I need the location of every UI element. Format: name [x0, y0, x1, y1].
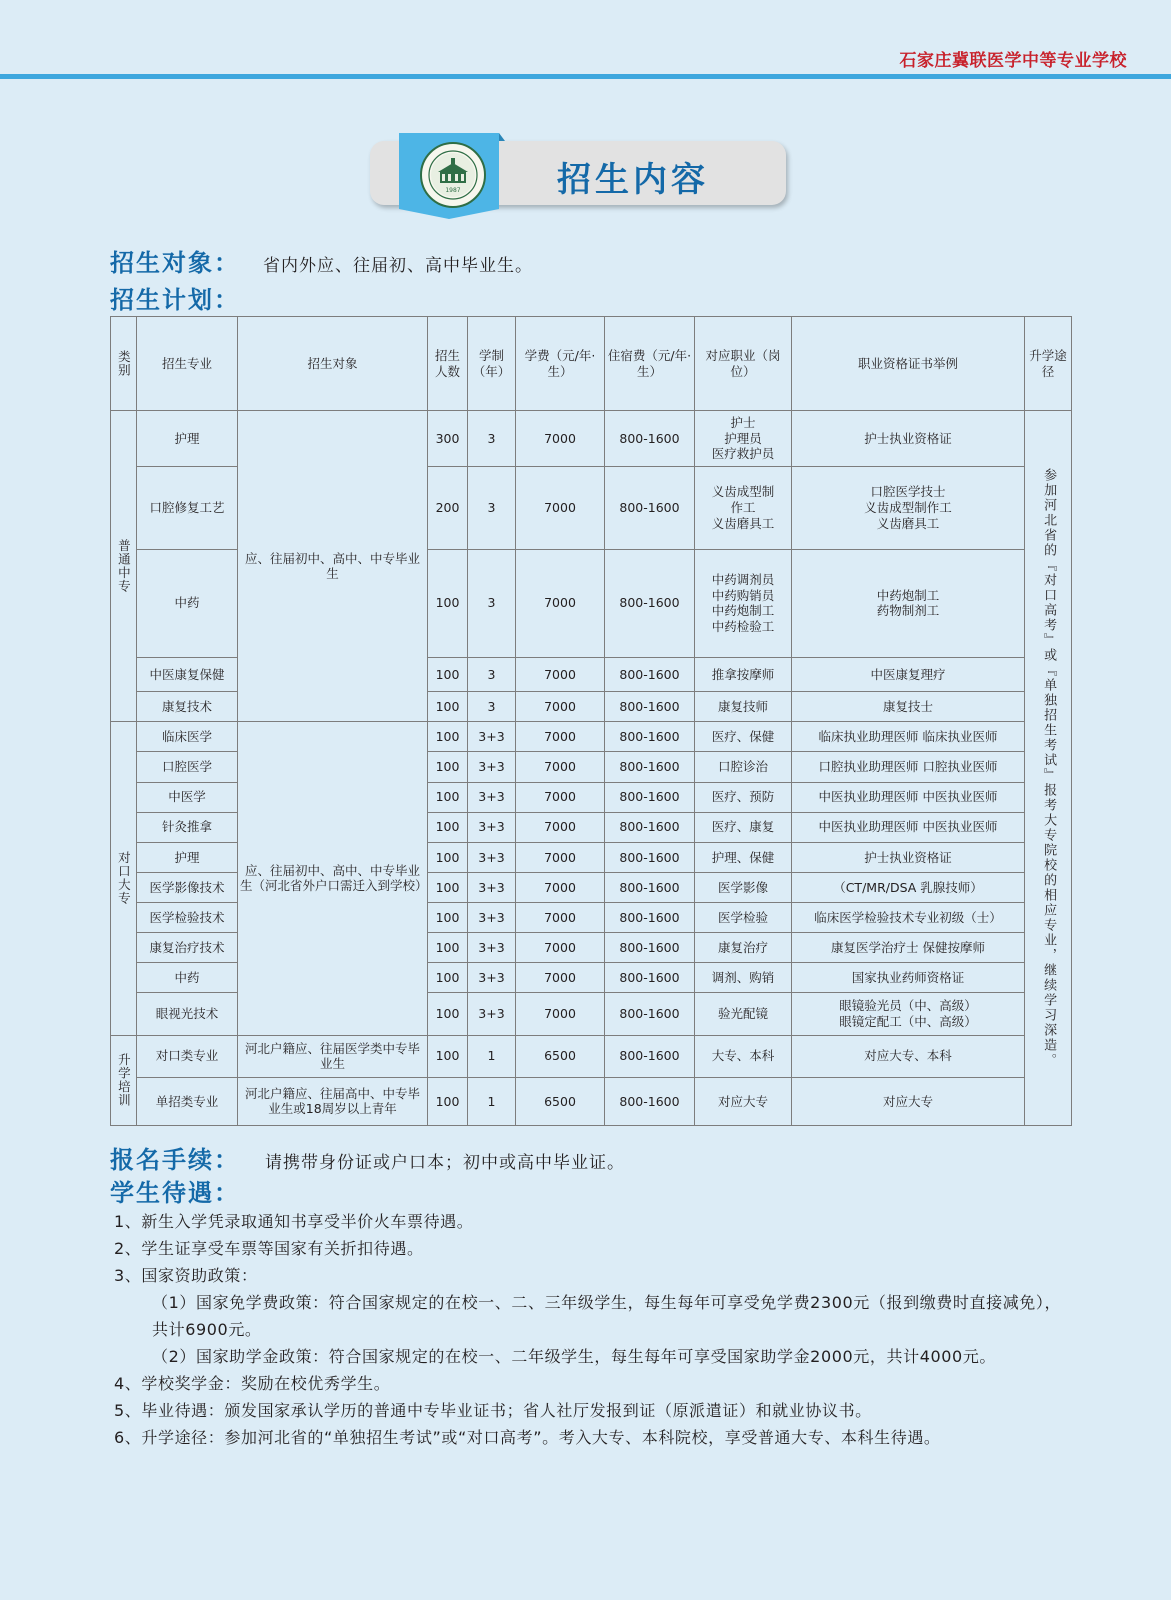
- benefit-item: （1）国家免学费政策：符合国家规定的在校一、二、三年级学生，每生每年可享受免学费2300元（报到缴费时直接减免），共计6900元。: [152, 1293, 1062, 1339]
- category-cell: 升学培训: [111, 1035, 137, 1125]
- count-cell: 100: [428, 1035, 468, 1077]
- header-major: 招生专业: [137, 317, 238, 411]
- job-cell: 护理、保健: [695, 842, 792, 872]
- dorm-cell: 800-1600: [605, 933, 695, 963]
- years-cell: 3: [468, 411, 516, 467]
- years-cell: 3+3: [468, 963, 516, 993]
- job-cell: 推拿按摩师: [695, 658, 792, 692]
- job-cell: 对应大专: [695, 1077, 792, 1125]
- years-cell: 3: [468, 549, 516, 657]
- header-route: 升学途径: [1025, 317, 1072, 411]
- procedure-heading: 报名手续：: [110, 1146, 240, 1174]
- benefit-item: 3、国家资助政策：: [114, 1266, 258, 1285]
- target-cell: 河北户籍应、往届医学类中专毕业生: [238, 1035, 428, 1077]
- count-cell: 100: [428, 903, 468, 933]
- years-cell: 3+3: [468, 933, 516, 963]
- page-title: 招生内容: [557, 160, 709, 200]
- dorm-cell: 800-1600: [605, 812, 695, 842]
- count-cell: 100: [428, 812, 468, 842]
- count-cell: 300: [428, 411, 468, 467]
- major-cell: 康复技术: [137, 692, 238, 722]
- dorm-cell: 800-1600: [605, 872, 695, 902]
- cert-cell: 眼镜验光员（中、高级） 眼镜定配工（中、高级）: [792, 993, 1025, 1035]
- cert-cell: 国家执业药师资格证: [792, 963, 1025, 993]
- dorm-cell: 800-1600: [605, 549, 695, 657]
- job-cell: 调剂、购销: [695, 963, 792, 993]
- cert-cell: 护士执业资格证: [792, 411, 1025, 467]
- cert-cell: 康复技士: [792, 692, 1025, 722]
- procedure-text: 请携带身份证或户口本；初中或高中毕业证。: [265, 1153, 625, 1173]
- header-category: 类别: [111, 317, 137, 411]
- tuition-cell: 6500: [516, 1077, 605, 1125]
- table-row: [111, 1035, 1072, 1077]
- target-cell: 应、往届初中、高中、中专毕业生: [238, 411, 428, 722]
- dorm-cell: 800-1600: [605, 963, 695, 993]
- major-cell: 口腔修复工艺: [137, 467, 238, 549]
- years-cell: 3: [468, 692, 516, 722]
- count-cell: 100: [428, 722, 468, 752]
- years-cell: 3+3: [468, 752, 516, 782]
- tuition-cell: 7000: [516, 842, 605, 872]
- years-cell: 3+3: [468, 722, 516, 752]
- cert-cell: 中医执业助理医师 中医执业医师: [792, 782, 1025, 812]
- tuition-cell: 7000: [516, 782, 605, 812]
- job-cell: 医疗、保健: [695, 722, 792, 752]
- job-cell: 中药调剂员 中药购销员 中药炮制工 中药检验工: [695, 549, 792, 657]
- major-cell: 医学影像技术: [137, 872, 238, 902]
- target-cell: 河北户籍应、往届高中、中专毕业生或18周岁以上青年: [238, 1077, 428, 1125]
- job-cell: 护士 护理员 医疗救护员: [695, 411, 792, 467]
- target-cell: 应、往届初中、高中、中专毕业生（河北省外户口需迁入到学校）: [238, 722, 428, 1035]
- header-target: 招生对象: [238, 317, 428, 411]
- tuition-cell: 7000: [516, 812, 605, 842]
- years-cell: 3: [468, 467, 516, 549]
- benefit-item: 5、毕业待遇：颁发国家承认学历的普通中专毕业证书；省人社厅发报到证（原派遣证）和就业协议书。: [114, 1401, 872, 1420]
- category-cell: 普通中专: [111, 411, 137, 722]
- years-cell: 3+3: [468, 872, 516, 902]
- cert-cell: 对应大专、本科: [792, 1035, 1025, 1077]
- tuition-cell: 7000: [516, 549, 605, 657]
- school-logo-icon: [420, 142, 486, 208]
- major-cell: 中药: [137, 963, 238, 993]
- years-cell: 3+3: [468, 842, 516, 872]
- count-cell: 100: [428, 963, 468, 993]
- plan-heading: 招生计划：: [110, 286, 240, 314]
- tuition-cell: 7000: [516, 752, 605, 782]
- table-row: [111, 1077, 1072, 1125]
- dorm-cell: 800-1600: [605, 467, 695, 549]
- dorm-cell: 800-1600: [605, 842, 695, 872]
- cert-cell: 中药炮制工 药物制剂工: [792, 549, 1025, 657]
- years-cell: 1: [468, 1035, 516, 1077]
- cert-cell: （CT/MR/DSA 乳腺技师）: [792, 872, 1025, 902]
- benefit-item: （2）国家助学金政策：符合国家规定的在校一、二年级学生，每生每年可享受国家助学金2000元，共计4000元。: [152, 1347, 997, 1366]
- count-cell: 200: [428, 467, 468, 549]
- job-cell: 康复治疗: [695, 933, 792, 963]
- major-cell: 护理: [137, 411, 238, 467]
- count-cell: 100: [428, 993, 468, 1035]
- major-cell: 眼视光技术: [137, 993, 238, 1035]
- header-count: 招生人数: [428, 317, 468, 411]
- tuition-cell: 7000: [516, 933, 605, 963]
- job-cell: 医学影像: [695, 872, 792, 902]
- cert-cell: 对应大专: [792, 1077, 1025, 1125]
- job-cell: 医学检验: [695, 903, 792, 933]
- tuition-cell: 7000: [516, 963, 605, 993]
- years-cell: 3+3: [468, 903, 516, 933]
- job-cell: 医疗、预防: [695, 782, 792, 812]
- cert-cell: 口腔医学技士 义齿成型制作工 义齿磨具工: [792, 467, 1025, 549]
- tuition-cell: 7000: [516, 692, 605, 722]
- route-cell: 参加河北省的『对口高考』或『单独招生考试』报考大专院校的相应专业，继续学习深造。: [1025, 411, 1072, 1126]
- major-cell: 医学检验技术: [137, 903, 238, 933]
- header-dorm: 住宿费（元/年·生）: [605, 317, 695, 411]
- dorm-cell: 800-1600: [605, 1035, 695, 1077]
- major-cell: 中医学: [137, 782, 238, 812]
- years-cell: 3+3: [468, 812, 516, 842]
- cert-cell: 中医执业助理医师 中医执业医师: [792, 812, 1025, 842]
- table-row: [111, 722, 1072, 752]
- job-cell: 康复技师: [695, 692, 792, 722]
- enrollment-plan-table: [110, 316, 1072, 1126]
- school-name: 石家庄冀联医学中等专业学校: [899, 51, 1127, 71]
- job-cell: 大专、本科: [695, 1035, 792, 1077]
- major-cell: 对口类专业: [137, 1035, 238, 1077]
- job-cell: 口腔诊治: [695, 752, 792, 782]
- major-cell: 中医康复保健: [137, 658, 238, 692]
- count-cell: 100: [428, 752, 468, 782]
- count-cell: 100: [428, 549, 468, 657]
- dorm-cell: 800-1600: [605, 722, 695, 752]
- cert-cell: 中医康复理疗: [792, 658, 1025, 692]
- benefit-item: 6、升学途径：参加河北省的“单独招生考试”或“对口高考”。考入大专、本科院校，享受普通大专、本科生待遇。: [114, 1428, 941, 1447]
- major-cell: 口腔医学: [137, 752, 238, 782]
- benefit-item: 1、新生入学凭录取通知书享受半价火车票待遇。: [114, 1212, 474, 1231]
- top-rule: [0, 74, 1171, 79]
- dorm-cell: 800-1600: [605, 1077, 695, 1125]
- count-cell: 100: [428, 658, 468, 692]
- cert-cell: 护士执业资格证: [792, 842, 1025, 872]
- job-cell: 验光配镜: [695, 993, 792, 1035]
- job-cell: 医疗、康复: [695, 812, 792, 842]
- count-cell: 100: [428, 692, 468, 722]
- header-job: 对应职业（岗位）: [695, 317, 792, 411]
- years-cell: 3+3: [468, 993, 516, 1035]
- benefit-item: 2、学生证享受车票等国家有关折扣待遇。: [114, 1239, 424, 1258]
- dorm-cell: 800-1600: [605, 411, 695, 467]
- count-cell: 100: [428, 933, 468, 963]
- tuition-cell: 7000: [516, 903, 605, 933]
- count-cell: 100: [428, 842, 468, 872]
- major-cell: 针灸推拿: [137, 812, 238, 842]
- dorm-cell: 800-1600: [605, 993, 695, 1035]
- dorm-cell: 800-1600: [605, 903, 695, 933]
- benefits-heading: 学生待遇：: [110, 1179, 240, 1207]
- target-heading: 招生对象：: [110, 249, 240, 277]
- tuition-cell: 7000: [516, 993, 605, 1035]
- years-cell: 1: [468, 1077, 516, 1125]
- logo-year: 1987: [445, 187, 461, 194]
- category-cell: 对口大专: [111, 722, 137, 1035]
- header-tuition: 学费（元/年·生）: [516, 317, 605, 411]
- table-row: [111, 411, 1072, 467]
- cert-cell: 口腔执业助理医师 口腔执业医师: [792, 752, 1025, 782]
- tuition-cell: 7000: [516, 722, 605, 752]
- tuition-cell: 7000: [516, 658, 605, 692]
- major-cell: 单招类专业: [137, 1077, 238, 1125]
- target-text: 省内外应、往届初、高中毕业生。: [263, 256, 533, 276]
- dorm-cell: 800-1600: [605, 658, 695, 692]
- count-cell: 100: [428, 1077, 468, 1125]
- benefit-item: 4、学校奖学金：奖励在校优秀学生。: [114, 1374, 391, 1393]
- job-cell: 义齿成型制 作工 义齿磨具工: [695, 467, 792, 549]
- header-cert: 职业资格证书举例: [792, 317, 1025, 411]
- major-cell: 护理: [137, 842, 238, 872]
- header-years: 学制（年）: [468, 317, 516, 411]
- tuition-cell: 7000: [516, 872, 605, 902]
- cert-cell: 临床医学检验技术专业初级（士）: [792, 903, 1025, 933]
- major-cell: 临床医学: [137, 722, 238, 752]
- tuition-cell: 6500: [516, 1035, 605, 1077]
- major-cell: 中药: [137, 549, 238, 657]
- cert-cell: 康复医学治疗士 保健按摩师: [792, 933, 1025, 963]
- dorm-cell: 800-1600: [605, 752, 695, 782]
- years-cell: 3: [468, 658, 516, 692]
- count-cell: 100: [428, 782, 468, 812]
- benefits-list: [114, 1208, 1074, 1451]
- years-cell: 3+3: [468, 782, 516, 812]
- count-cell: 100: [428, 872, 468, 902]
- dorm-cell: 800-1600: [605, 782, 695, 812]
- tuition-cell: 7000: [516, 411, 605, 467]
- tuition-cell: 7000: [516, 467, 605, 549]
- dorm-cell: 800-1600: [605, 692, 695, 722]
- major-cell: 康复治疗技术: [137, 933, 238, 963]
- cert-cell: 临床执业助理医师 临床执业医师: [792, 722, 1025, 752]
